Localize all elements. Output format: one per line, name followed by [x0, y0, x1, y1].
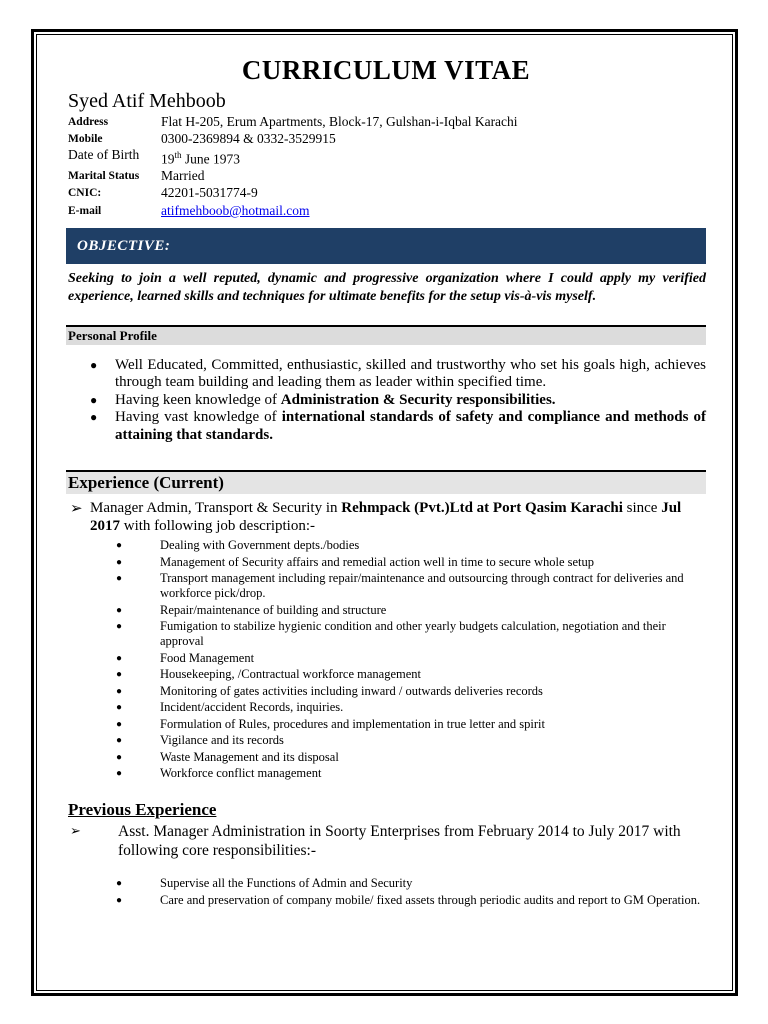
- objective-heading: OBJECTIVE:: [66, 228, 706, 264]
- address-label: Address: [68, 116, 109, 128]
- bullet-icon: ●: [116, 556, 123, 568]
- list-item: ● Care and preservation of company mobile/ fixed assets through periodic audits and report to GM Operation.: [116, 892, 701, 907]
- marital-row: [68, 168, 706, 185]
- dob-row: [68, 147, 706, 168]
- bullet-icon: ●: [116, 669, 123, 680]
- address-value: Flat H-205, Erum Apartments, Block-17, Gulshan-i-Iqbal Karachi: [161, 114, 518, 129]
- personal-profile-list: [66, 357, 706, 445]
- email-row: [68, 203, 706, 220]
- bullet-icon: ●: [116, 621, 123, 632]
- arrow-bullet-icon: ➢: [70, 499, 83, 517]
- cnic-value: 42201-5031774-9: [161, 184, 258, 200]
- bullet-icon: ●: [116, 573, 123, 584]
- list-item: ● Housekeeping, /Contractual workforce management: [116, 667, 422, 681]
- bullet-icon: ●: [116, 894, 123, 906]
- list-item: ● Having vast knowledge of international standards of safety and compliance and methods of attaining that standards.: [90, 409, 706, 443]
- list-item: ● Dealing with Government depts./bodies: [116, 538, 360, 552]
- bullet-icon: ●: [116, 718, 123, 730]
- bullet-icon: ●: [90, 357, 98, 372]
- current-role: ➢ Manager Admin, Transport & Security in Rehmpack (Pvt.)Ltd at Port Qasim Karachi since Jul 2017 with following job description:-: [70, 499, 682, 534]
- marital-label: Marital Status: [68, 170, 140, 182]
- previous-duties-list: [66, 876, 706, 908]
- mobile-row: [68, 131, 706, 148]
- arrow-bullet-icon: ➢: [70, 824, 81, 839]
- marital-value: Married: [161, 168, 205, 183]
- list-item: ● Management of Security affairs and remedial action well in time to secure whole setup: [116, 554, 594, 569]
- dob-label: Date of Birth: [68, 147, 140, 162]
- previous-experience-heading: Previous Experience: [68, 800, 217, 819]
- bullet-icon: ●: [116, 540, 123, 551]
- bullet-icon: ●: [116, 768, 123, 779]
- objective-text: Seeking to join a well reputed, dynamic and progressive organization where I could apply my verified experience, learned skills and techniques for ultimate benefits for the setup vis-à-vis myself.: [68, 270, 706, 304]
- list-item: ● Transport management including repair/maintenance and outsourcing through contract for deliveries and workforce pick/drop.: [116, 571, 684, 600]
- current-experience-heading: Experience (Current): [66, 470, 706, 494]
- bullet-icon: ●: [116, 702, 123, 713]
- list-item: ● Incident/accident Records, inquiries.: [116, 700, 344, 714]
- cnic-row: [68, 185, 706, 202]
- cnic-label: CNIC:: [68, 186, 102, 199]
- bullet-icon: ●: [116, 652, 123, 664]
- bullet-icon: ●: [90, 392, 98, 407]
- bullet-icon: ●: [116, 685, 123, 697]
- bullet-icon: ●: [116, 751, 123, 763]
- list-item: ● Supervise all the Functions of Admin and Security: [116, 876, 413, 890]
- candidate-name: Syed Atif Mehboob: [68, 90, 226, 112]
- mobile-label: Mobile: [68, 132, 103, 145]
- list-item: ● Vigilance and its records: [116, 733, 284, 747]
- list-item: ● Well Educated, Committed, enthusiastic, skilled and trustworthy who set his goals high, achieves through team building and leading them as leader within specified time.: [90, 356, 706, 390]
- personal-profile-heading: Personal Profile: [66, 325, 706, 345]
- list-item: ● Food Management: [116, 650, 255, 665]
- email-label: E-mail: [68, 205, 102, 217]
- email-link[interactable]: atifmehboob@hotmail.com: [161, 203, 310, 218]
- bullet-icon: ●: [90, 410, 98, 424]
- current-duties-list: [66, 538, 706, 781]
- bullet-icon: ●: [116, 604, 123, 616]
- address-row: [68, 114, 706, 131]
- list-item: ● Workforce conflict management: [116, 766, 322, 780]
- previous-role: ➢ Asst. Manager Administration in Soorty Enterprises from February 2014 to July 2017 with following core responsibilities:-: [70, 823, 681, 859]
- bullet-icon: ●: [116, 735, 123, 746]
- list-item: ● Fumigation to stabilize hygienic condition and other yearly budgets calculation, negotiation and their approval: [116, 619, 666, 648]
- bullet-icon: ●: [116, 878, 123, 889]
- dob-value: 19th June 1973: [161, 150, 241, 167]
- list-item: ● Formulation of Rules, procedures and implementation in true letter and spirit: [116, 716, 545, 731]
- list-item: ● Repair/maintenance of building and structure: [116, 602, 387, 617]
- cv-content: [66, 52, 706, 909]
- mobile-value: 0300-2369894 & 0332-3529915: [161, 130, 336, 146]
- document-title: CURRICULUM VITAE: [241, 55, 531, 85]
- list-item: ● Monitoring of gates activities including inward / outwards deliveries records: [116, 683, 543, 698]
- list-item: ● Having keen knowledge of Administration & Security responsibilities.: [90, 391, 556, 408]
- list-item: ● Waste Management and its disposal: [116, 749, 339, 764]
